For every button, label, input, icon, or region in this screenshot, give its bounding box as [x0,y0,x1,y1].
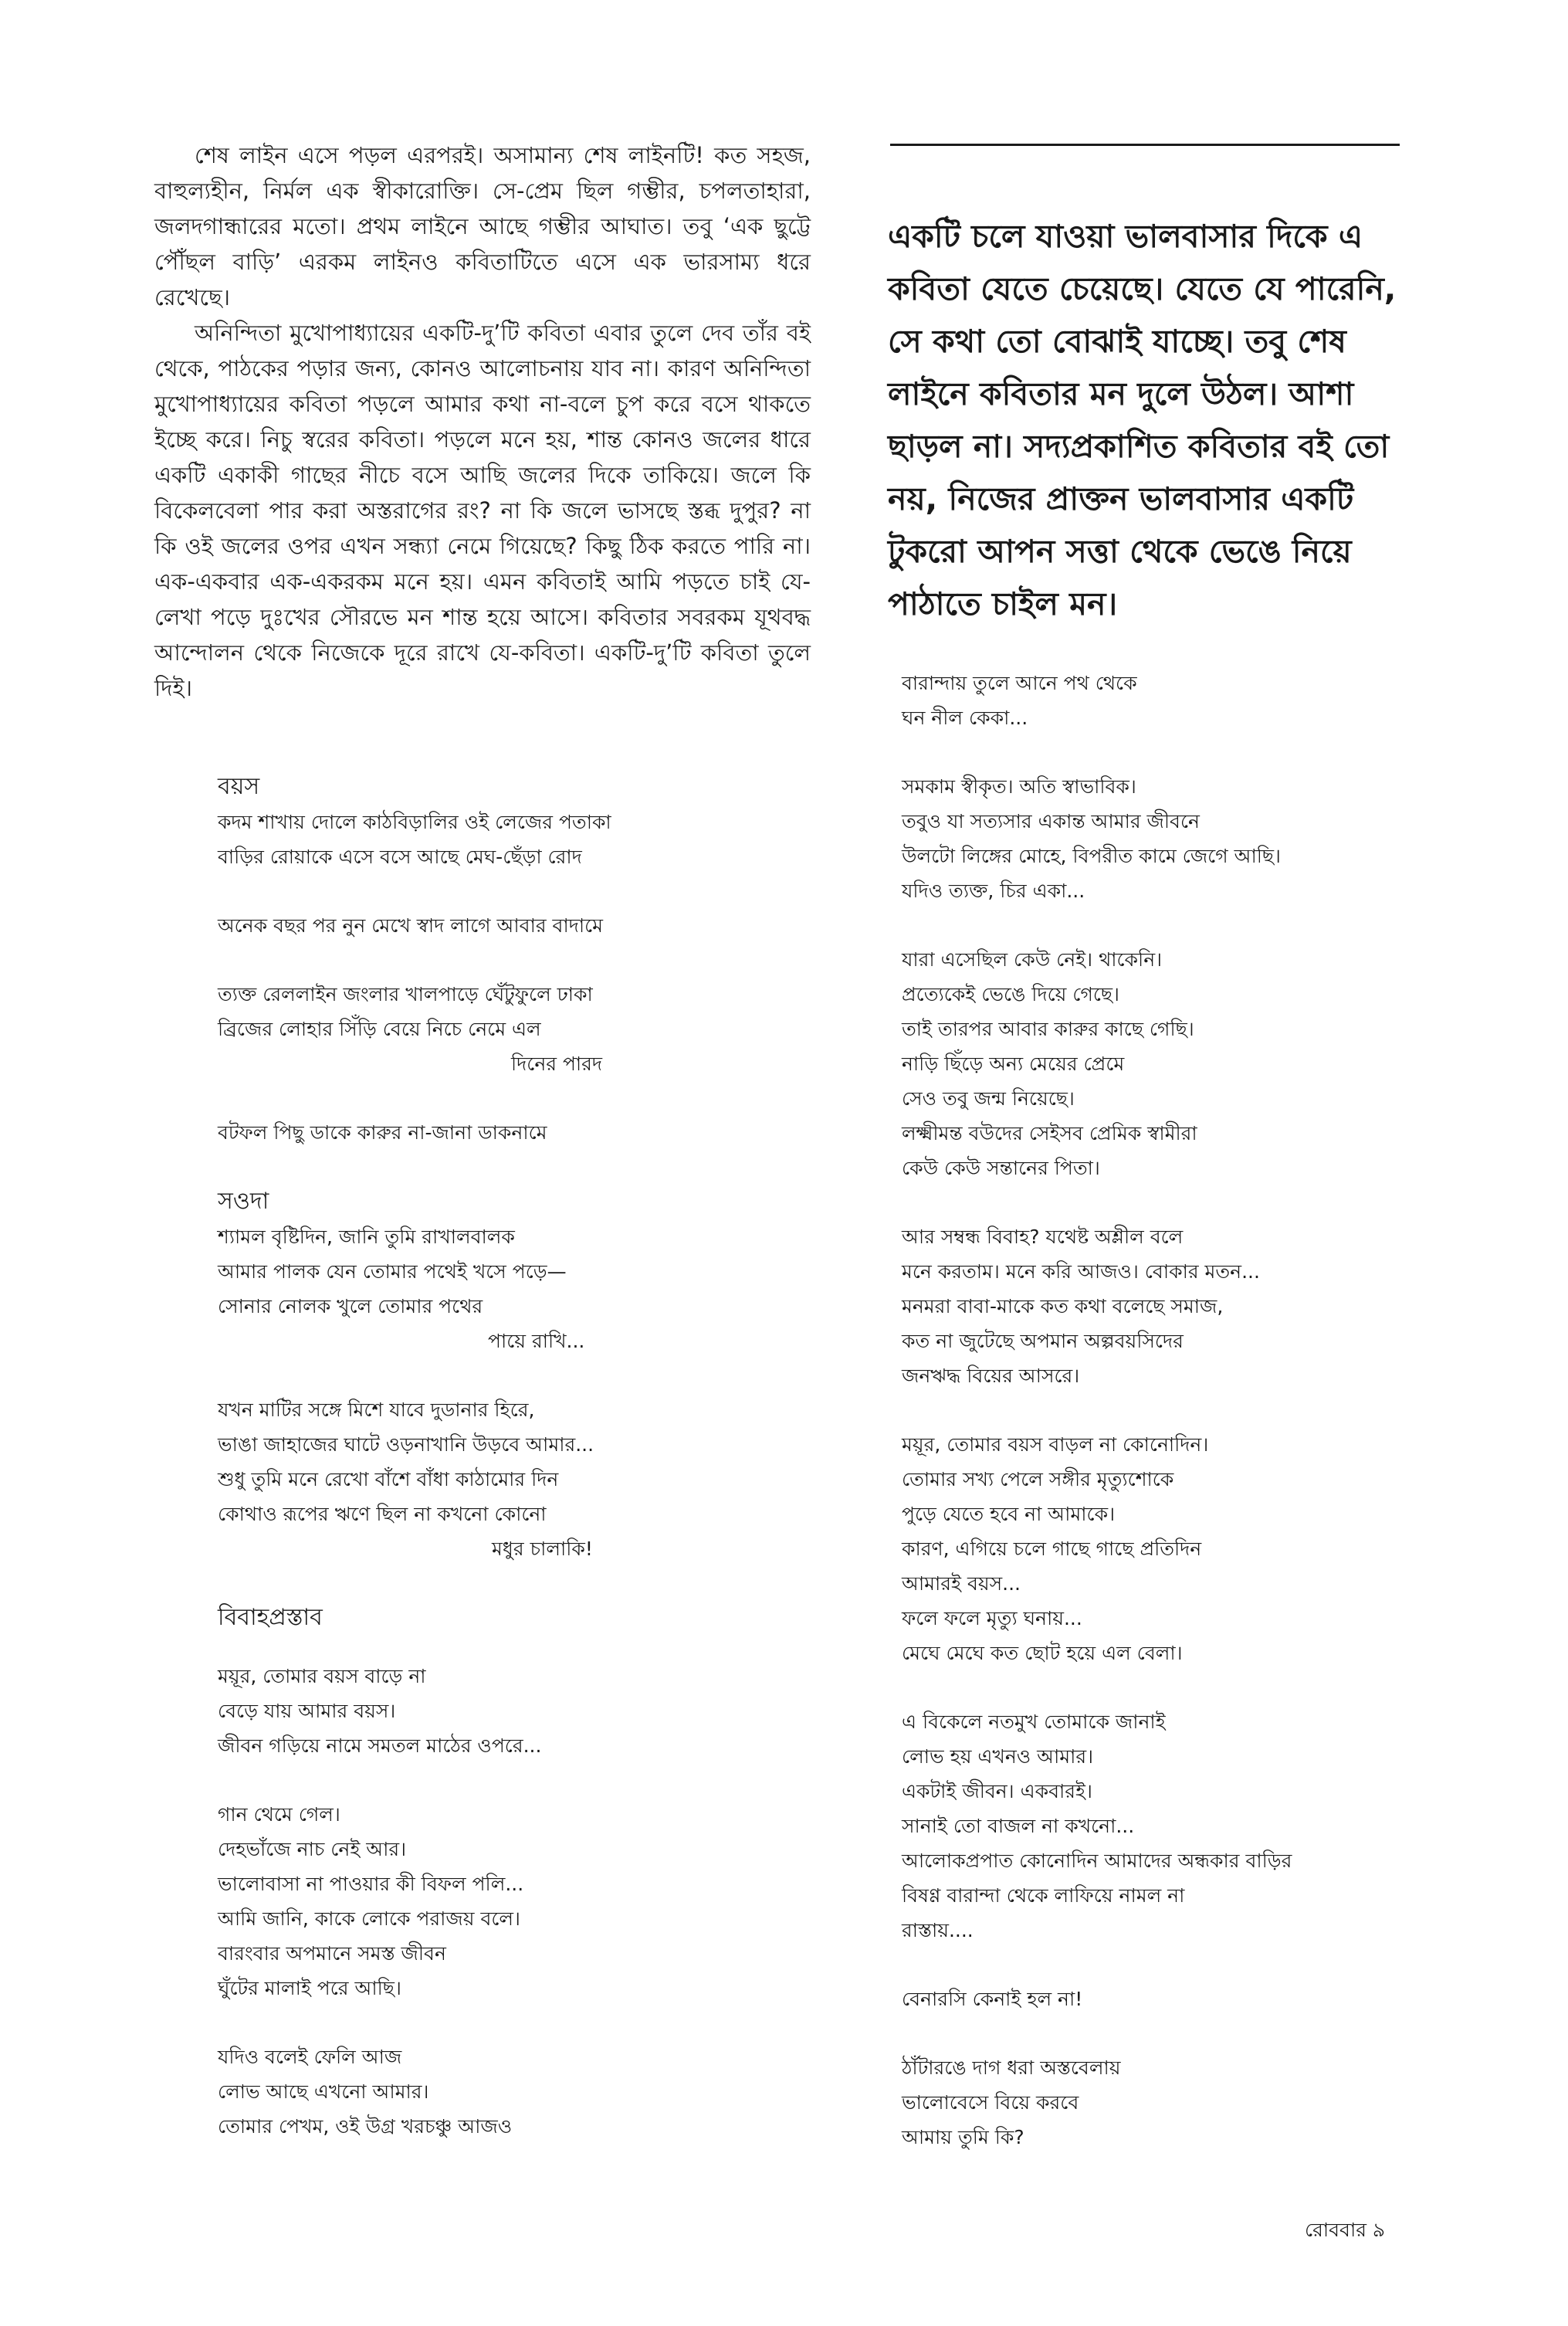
poem-title: বয়স [218,773,260,800]
poems-column-right [902,666,1442,2189]
poem-stanza [218,1659,804,1763]
poem-stanza [902,1427,1442,1670]
poem-bibahoprostab [218,1600,804,2144]
poem-line: উলটো লিঙ্গের মোহে, বিপরীত কামে জেগে আছি। [902,845,1281,867]
poem-line: মধুর চালাকি! [492,1538,593,1560]
poem-line: যারা এসেছিল কেউ নেই। থাকেনি। [902,948,1163,971]
poem-stanza [902,2050,1442,2155]
poem-line: মনে করতাম। মনে করি আজও। বোকার মতন... [902,1260,1260,1283]
poem-stanza [218,908,804,943]
poem-line: ব্রিজের লোহার সিঁড়ি বেয়ে নিচে নেমে এল [218,1018,541,1040]
poem-line: একটাই জীবন। একবারই। [902,1780,1092,1802]
poem-line: লোভ হয় এখনও আমার। [902,1745,1094,1768]
poem-stanza [218,2039,804,2144]
poem-line: বাড়ির রোয়াকে এসে বসে আছে মেঘ-ছেঁড়া রোদ [218,846,582,868]
poem-line: ভালোবেসে বিয়ে করবে [902,2091,1079,2114]
poem-line: ভালোবাসা না পাওয়ার কী বিফল পলি... [218,1873,524,1895]
poem-stanza [218,1797,804,2006]
poem-line: ঠাঁটারঙে দাগ ধরা অস্তবেলায় [902,2056,1121,2079]
poem-stanza [902,769,1442,908]
poem-line: পুড়ে যেতে হবে না আমাকে। [902,1503,1116,1525]
poem-line: ভাঙা জাহাজের ঘাটে ওড়নাখানি উড়বে আমার... [218,1433,594,1456]
poem-line: দেহভাঁজে নাচ নেই আর। [218,1838,407,1860]
poem-line: জীবন গড়িয়ে নামে সমতল মাঠের ওপরে... [218,1734,542,1757]
poem-line: তোমার পেখম, ওই উগ্র খরচঞ্চু আজও [218,2115,513,2138]
poem-line: ঘুঁটের মালাই পরে আছি। [218,1977,401,1999]
poem-line: দিনের পারদ [511,1053,603,1075]
poem-line: ময়ূর, তোমার বয়স বাড়ল না কোনোদিন। [902,1433,1209,1456]
poem-line: এ বিকেলে নতমুখ তোমাকে জানাই [902,1711,1166,1733]
body-paragraph: অনিন্দিতা মুখোপাধ্যায়ের একটি-দু’টি কবিতা এবার তুলে দেব তাঁর বই থেকে, পাঠকের পড়ার জন্য, কোনও আলোচনায় যাব না। কারণ অনিন্দিতা মুখোপাধ্যায়ের কবিতা পড়লে আমার কথা না-বলে চুপ করে বসে থাকতে ইচ্ছে করে। নিচু স্বরের কবিতা। পড়লে মনে হয়, শান্ত কোনও জলের ধারে একটি একাকী গাছের নীচে বসে আছি জলের দিকে তাকিয়ে। জলে কি বিকেলবেলা পার করা অস্তরাগের রং? না কি জলে ভাসছে স্তব্ধ দুপুর? না কি ওই জলের ওপর এখন সন্ধ্যা নেমে গিয়েছে? কিছু ঠিক করতে পারি না। এক-একবার এক-একরকম মনে হয়। এমন কবিতাই আমি পড়তে চাই যে-লেখা পড়ে দুঃখের সৌরভে মন শান্ত হয়ে আসে। কবিতার সবরকম যূথবদ্ধ আন্দোলন থেকে নিজেকে দূরে রাখে যে-কবিতা। একটি-দু’টি কবিতা তুলে দিই। [154,320,811,701]
poem-stanza [218,1392,804,1566]
poem-line: জনঋদ্ধ বিয়ের আসরে। [902,1365,1080,1387]
poem-line: বারান্দায় তুলে আনে পথ থেকে [902,672,1137,694]
poem-line: মেঘে মেঘে কত ছোট হয়ে এল বেলা। [902,1642,1183,1664]
poem-stanza [902,666,1442,735]
poem-sowda [218,1184,804,1566]
poems-column-left [218,769,804,2178]
poem-stanza [902,1219,1442,1393]
poem-line: সমকাম স্বীকৃত। অতি স্বাভাবিক। [902,775,1136,798]
poem-line: প্রত্যেকেই ভেঙে দিয়ে গেছে। [902,983,1119,1005]
pullquote: একটি চলে যাওয়া ভালবাসার দিকে এ কবিতা যেতে চেয়েছে। যেতে যে পারেনি, সে কথা তো বোঝাই যাচ্ছে। তবু শেষ লাইনে কবিতার মন দুলে উঠল। আশা ছাড়ল না। সদ্যপ্রকাশিত কবিতার বই তো নয়, নিজের প্রাক্তন ভালবাসার একটি টুকরো আপন সত্তা থেকে ভেঙে নিয়ে পাঠাতে চাইল মন। [888,218,1397,622]
poem-line: আর সম্বন্ধ বিবাহ? যথেষ্ট অশ্লীল বলে [902,1226,1184,1248]
poem-line: গান থেমে গেল। [218,1803,340,1826]
poem-line: তোমার সখ্য পেলে সঙ্গীর মৃত্যুশোকে [902,1468,1174,1490]
poem-line: যখন মাটির সঙ্গে মিশে যাবে দুডানার হিরে, [218,1399,535,1421]
poem-line: তাই তারপর আবার কারুর কাছে গেছি। [902,1018,1194,1040]
poem-line: ঘন নীল কেকা... [902,707,1028,729]
poem-line: বিষণ্ণ বারান্দা থেকে লাফিয়ে নামল না [902,1884,1185,1907]
poem-line: লোভ আছে এখনো আমার। [218,2080,429,2103]
poem-line: তবুও যা সত্যসার একান্ত আমার জীবনে [902,810,1200,832]
poem-line: অনেক বছর পর নুন মেখে স্বাদ লাগে আবার বাদামে [218,914,604,937]
pullquote-rule [890,144,1400,146]
poem-line: বটফল পিছু ডাকে কারুর না-জানা ডাকনামে [218,1121,547,1144]
poem-stanza [902,942,1442,1185]
poem-line: আলোকপ্রপাত কোনোদিন আমাদের অন্ধকার বাড়ির [902,1850,1292,1872]
poem-line: সেও তবু জন্ম নিয়েছে। [902,1087,1075,1110]
poem-line: বারংবার অপমানে সমস্ত জীবন [218,1942,446,1965]
poem-line: সোনার নোলক খুলে তোমার পথের [218,1295,483,1317]
poem-line: মনমরা বাবা-মাকে কত কথা বলেছে সমাজ, [902,1295,1224,1317]
poem-line: সানাই তো বাজল না কখনো... [902,1815,1135,1837]
article-column-left [154,137,811,706]
poem-line: কারণ, এগিয়ে চলে গাছে গাছে প্রতিদিন [902,1538,1202,1560]
poem-line: কোথাও রূপের ঋণে ছিল না কখনো কোনো [218,1503,547,1525]
poem-stanza [218,977,804,1081]
poem-boyos [218,769,804,1150]
poem-line: ত্যক্ত রেললাইন জংলার খালপাড়ে ঘেঁটুফুলে ঢাকা [218,983,593,1005]
poem-line: রাস্তায়.... [902,1919,974,1941]
poem-line: শুধু তুমি মনে রেখো বাঁশে বাঁধা কাঠামোর দিন [218,1468,559,1490]
poem-line: যদিও ত্যক্ত, চির একা... [902,880,1085,902]
poem-line: যদিও বলেই ফেলি আজ [218,2046,402,2068]
poem-line: বেনারসি কেনাই হল না! [902,1988,1083,2010]
poem-line: পায়ে রাখি... [488,1330,585,1352]
poem-line: কেউ কেউ সন্তানের পিতা। [902,1157,1100,1179]
poem-stanza [218,1219,804,1358]
poem-line: শ্যামল বৃষ্টিদিন, জানি তুমি রাখালবালক [218,1226,515,1248]
poem-stanza [218,805,804,874]
poem-line: ফলে ফলে মৃত্যু ঘনায়... [902,1607,1082,1629]
poem-line: আমারই বয়স... [902,1572,1021,1595]
poem-title: সওদা [218,1188,269,1215]
page-folio: রোববার ৯ [1305,2219,1386,2241]
poem-line: আমার পালক যেন তোমার পথেই খসে পড়ে— [218,1260,567,1283]
poem-line: কত না জুটেছে অপমান অল্পবয়সিদের [902,1330,1184,1352]
poem-title: বিবাহপ্রস্তাব [218,1604,323,1631]
poem-line: কদম শাখায় দোলে কাঠবিড়ালির ওই লেজের পতাকা [218,811,611,833]
poem-stanza [218,1115,804,1150]
poem-line: আমায় তুমি কি? [902,2126,1024,2148]
poem-line: আমি জানি, কাকে লোকে পরাজয় বলে। [218,1907,520,1930]
poem-stanza [902,1982,1442,2016]
poem-line: নাড়ি ছিঁড়ে অন্য মেয়ের প্রেমে [902,1053,1125,1075]
poem-line: ময়ূর, তোমার বয়স বাড়ে না [218,1665,426,1687]
poem-line: লক্ষ্মীমন্ত বউদের সেইসব প্রেমিক স্বামীরা [902,1122,1197,1144]
body-paragraph: শেষ লাইন এসে পড়ল এরপরই। অসামান্য শেষ লাইনটি! কত সহজ, বাহুল্যহীন, নির্মল এক স্বীকারোক্তি। সে-প্রেম ছিল গম্ভীর, চপলতাহারা, জলদগান্ধারের মতো। প্রথম লাইনে আছে গম্ভীর আঘাত। তবু ‘এক ছুট্টে পৌঁছল বাড়ি’ এরকম লাইনও কবিতাটিতে এসে এক ভারসাম্য ধরে রেখেছে। [154,142,811,310]
poem-stanza [902,1704,1442,1948]
poem-line: বেড়ে যায় আমার বয়স। [218,1700,396,1722]
